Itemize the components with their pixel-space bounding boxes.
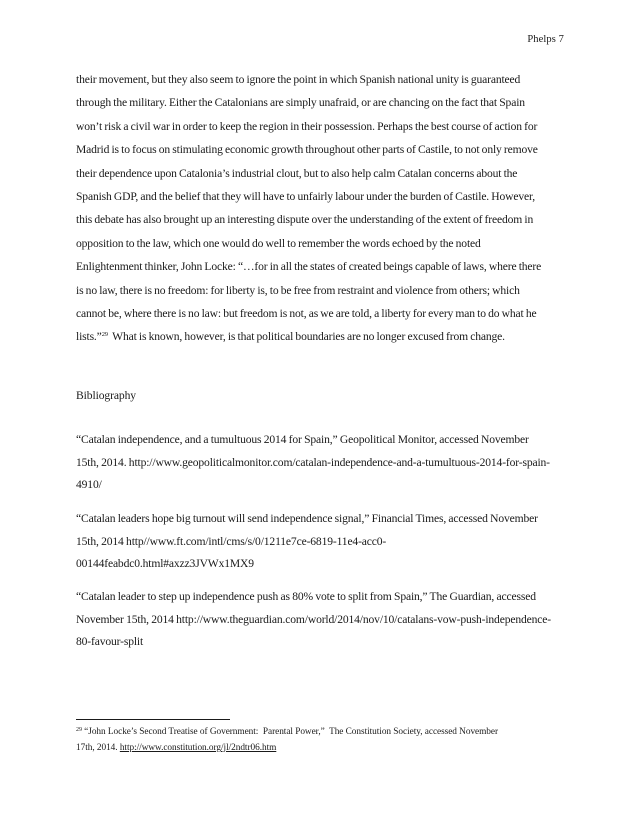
paragraph-last-line — [76, 325, 564, 348]
paragraph-line: opposition to the law, which one would do well to remember the words echoed by the noted — [76, 236, 481, 250]
footnote — [76, 724, 568, 756]
paragraph-text: What is known, however, is that political boundaries are no longer excused from change. — [107, 330, 505, 344]
footnote-line — [76, 724, 568, 740]
paragraph-line: is no law, there is no freedom: for liberty is, to be free from restraint and violence from others; which — [76, 283, 520, 297]
bibliography-line: 00144feabdc0.html#axzz3JVWx1MX9 — [76, 557, 254, 571]
paragraph-line: their movement, but they also seem to ignore the point in which Spanish national unity is guaranteed — [76, 73, 521, 86]
footnote-reference[interactable]: 29 — [101, 331, 108, 339]
footnote-separator — [76, 719, 230, 720]
bibliography-line: “Catalan leader to step up independence push as 80% vote to split from Spain,” The Guardian, accessed — [76, 590, 536, 603]
paragraph-line: cannot be, where there is no law: but freedom is not, as we are told, a liberty for every man to do what he — [76, 307, 537, 321]
bibliography-entry — [76, 429, 564, 497]
paragraph-line: won’t risk a civil war in order to keep the region in their possession. Perhaps the best course of action for — [76, 119, 538, 133]
paragraph-line: this debate has also brought up an interesting dispute over the understanding of the extent of freedom in — [76, 213, 534, 227]
body-paragraph — [76, 68, 564, 349]
bibliography-entry — [76, 586, 564, 654]
bibliography-line: “Catalan independence, and a tumultuous 2014 for Spain,” Geopolitical Monitor, accessed November — [76, 433, 529, 446]
paragraph-text: lists.” — [76, 330, 102, 344]
footnote-number: 29 — [76, 727, 82, 733]
page-header: Phelps 7 — [527, 34, 564, 45]
paragraph-line: their dependence upon Catalonia’s industrial clout, but to also help calm Catalan concerns about the — [76, 166, 518, 180]
bibliography-line: 80-favour-split — [76, 635, 144, 649]
paragraph-line: Spanish GDP, and the belief that they will have to unfairly labour under the burden of Castile. However, — [76, 190, 536, 204]
bibliography-heading: Bibliography — [76, 389, 136, 402]
bibliography-entry — [76, 508, 564, 576]
footnote-line — [76, 740, 568, 756]
footnote-link[interactable]: http://www.constitution.org/jl/2ndtr06.htm — [119, 743, 277, 754]
bibliography-line: November 15th, 2014 http://www.theguardian.com/world/2014/nov/10/catalans-vow-push-independence- — [76, 612, 551, 626]
footnote-text: “John Locke’s Second Treatise of Government: Parental Power,” The Constitution Society, accessed November — [81, 727, 499, 737]
bibliography-line: 15th, 2014 http//www.ft.com/intl/cms/s/0/1211e7ce-6819-11e4-acc0- — [76, 534, 387, 548]
paragraph-line: Enlightenment thinker, John Locke: “…for in all the states of created beings capable of laws, where there — [76, 260, 542, 274]
bibliography-line: “Catalan leaders hope big turnout will send independence signal,” Financial Times, accessed November — [76, 512, 538, 525]
footnote-text: 17th, 2014. — [76, 743, 120, 754]
bibliography-line: 4910/ — [76, 478, 102, 492]
bibliography-line: 15th, 2014. http://www.geopoliticalmonitor.com/catalan-independence-and-a-tumultuous-2014-for-spain- — [76, 455, 550, 469]
paragraph-line: through the military. Either the Catalonians are simply unafraid, or are chancing on the fact that Spain — [76, 96, 525, 110]
paragraph-line: Madrid is to focus on stimulating economic growth throughout other parts of Castile, to not only remove — [76, 143, 538, 157]
